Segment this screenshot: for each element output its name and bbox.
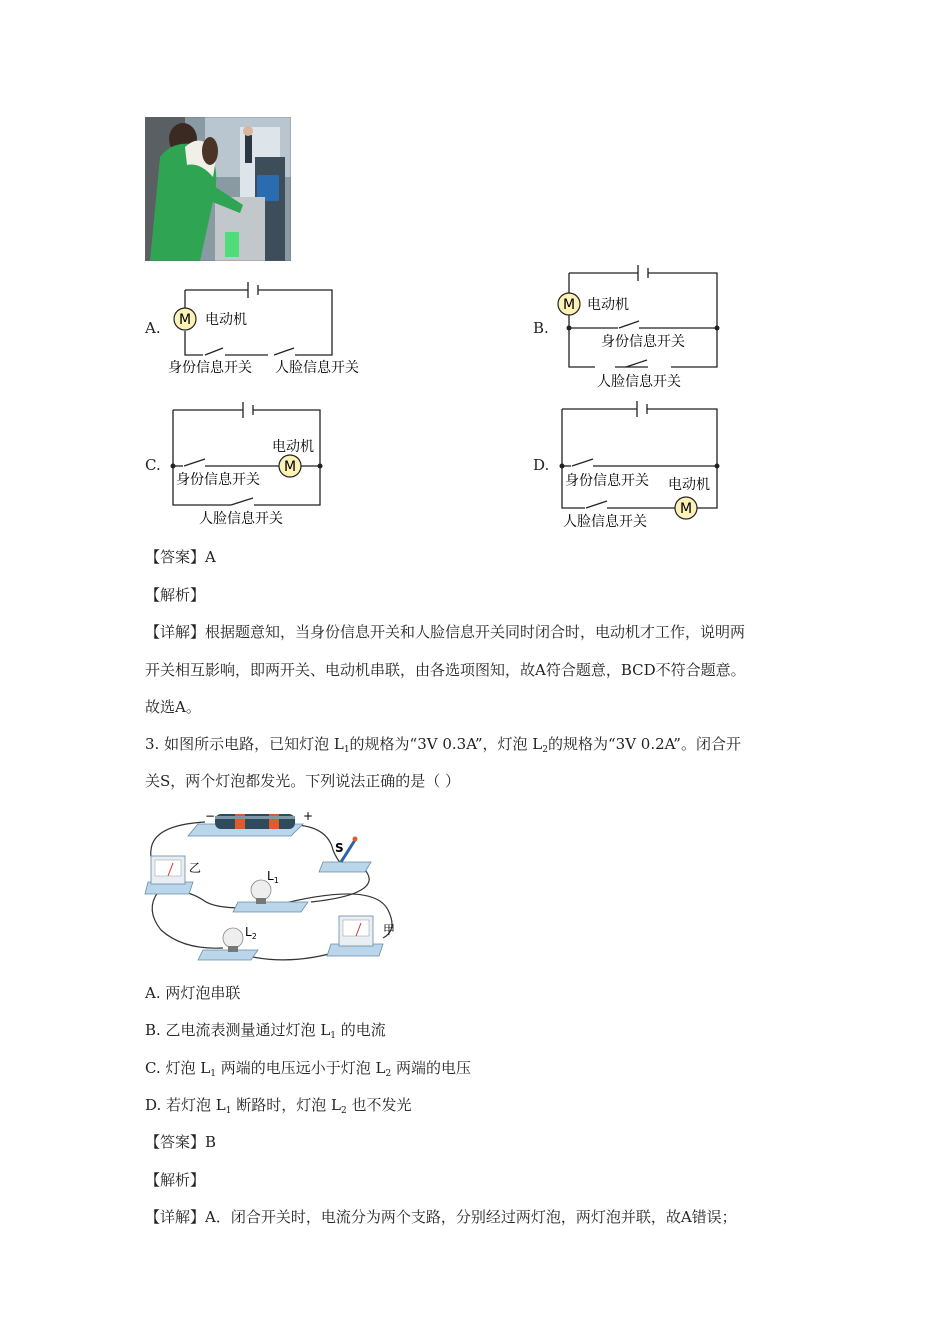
q3-switch-label: S — [335, 841, 344, 855]
option-c-motor-label: 电动机 — [272, 439, 314, 455]
option-b-motor-symbol: M — [562, 297, 576, 313]
option-c-motor-symbol: M — [283, 459, 297, 475]
q2-detail-line2: 开关相互影响，即两开关、电动机串联，由各选项图知，故A符合题意，BCD不符合题意。 — [145, 661, 746, 679]
q2-detail-line1: 【详解】根据题意知，当身份信息开关和人脸信息开关同时闭合时，电动机才工作，说明两 — [145, 623, 746, 641]
option-b-motor-label: 电动机 — [587, 297, 629, 313]
option-c-switch1-label: 身份信息开关 — [176, 472, 260, 488]
q3-answer: 【答案】B — [145, 1133, 217, 1151]
option-d-switch1-label: 身份信息开关 — [565, 473, 649, 489]
option-d-motor-symbol: M — [679, 501, 693, 517]
option-a-circuit — [165, 276, 380, 381]
option-d-switch2-label: 人脸信息开关 — [563, 514, 647, 530]
option-a-switch1-label: 身份信息开关 — [168, 360, 252, 376]
q3-option-d: D. 若灯泡 $L_1$ 断路时，灯泡 $L_2$ 也不发光 — [145, 1096, 412, 1116]
option-d-circuit — [555, 400, 730, 530]
q3-option-a: A. 两灯泡串联 — [145, 984, 241, 1002]
q2-conclusion: 故选A。 — [145, 698, 201, 716]
q3-meter-jia-label: 甲 — [383, 923, 396, 937]
q3-stem-line1: 3. 如图所示电路，已知灯泡 $L_1$的规格为“3V 0.3A”，灯泡 $L_2$的规格为“3V 0.2A”。闭合开 — [145, 735, 741, 755]
option-d-letter: D. — [533, 456, 550, 474]
q2-answer: 【答案】A — [145, 548, 216, 566]
q3-battery-minus: − — [205, 810, 216, 823]
option-a-motor-symbol: M — [178, 312, 192, 328]
option-d-motor-label: 电动机 — [668, 477, 710, 493]
q3-circuit-figure — [143, 810, 408, 970]
option-b-letter: B. — [533, 319, 549, 337]
q3-analysis-heading: 【解析】 — [145, 1171, 206, 1189]
q3-detail-line1: 【详解】A．闭合开关时，电流分为两个支路，分别经过两灯泡，两灯泡并联，故A错误； — [145, 1208, 737, 1226]
option-b-switch2-label: 人脸信息开关 — [597, 374, 681, 390]
option-c-letter: C. — [145, 456, 161, 474]
q3-lamp2-label: $L_2$ — [245, 925, 257, 941]
option-a-motor-label: 电动机 — [205, 312, 247, 328]
q2-analysis-heading: 【解析】 — [145, 586, 206, 604]
option-a-switch2-label: 人脸信息开关 — [275, 360, 359, 376]
option-a-letter: A. — [145, 319, 161, 337]
option-b-switch1-label: 身份信息开关 — [601, 334, 685, 350]
q3-stem-line2: 关S，两个灯泡都发光。下列说法正确的是（ ） — [145, 772, 461, 790]
q3-battery-plus: + — [303, 810, 314, 823]
option-c-switch2-label: 人脸信息开关 — [199, 511, 283, 527]
option-b-circuit — [555, 262, 730, 392]
option-c-circuit — [165, 400, 330, 530]
q3-meter-yi-label: 乙 — [189, 861, 202, 875]
q3-option-c: C. 灯泡 $L_1$ 两端的电压远小于灯泡 $L_2$ 两端的电压 — [145, 1059, 471, 1079]
turnstile-photo — [145, 117, 291, 261]
q3-lamp1-label: $L_1$ — [267, 869, 279, 885]
q3-option-b: B. 乙电流表测量通过灯泡 $L_1$ 的电流 — [145, 1021, 386, 1041]
